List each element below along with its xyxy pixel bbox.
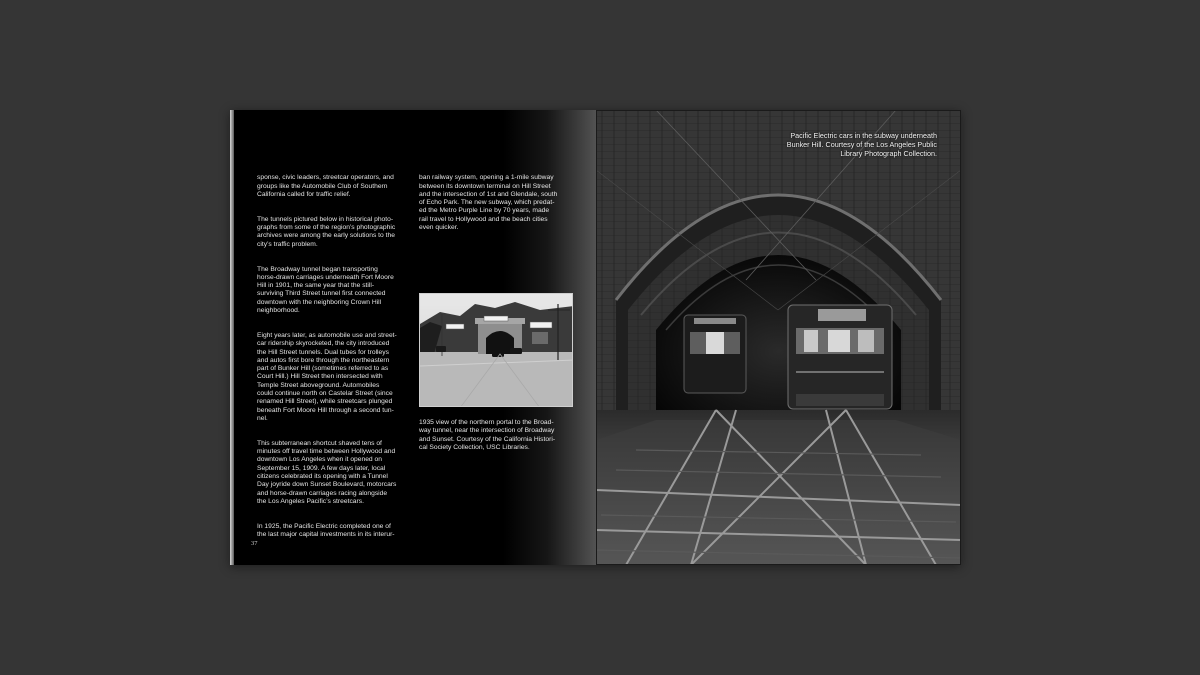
paragraph: The Broadway tunnel began transporting horse-drawn carriages underneath Fort Moore Hill in 1901, the same year that the still- surviving Third Street tunnel first connected downtown with the neighboring Crown Hill neighborhood. xyxy=(257,265,394,315)
streetcar-left xyxy=(684,315,746,393)
paragraph: In 1925, the Pacific Electric completed one of the last major capital investments in its interur- xyxy=(257,522,395,539)
paragraph: ban railway system, opening a 1-mile subway between its downtown terminal on Hill Street and the intersection of 1st and Glendale, south of Echo Park. The new subway, which predat- ed the Metro Purple Line by 70 years, made rail travel to Hollywood and the beach cities even quicker. xyxy=(419,174,558,232)
subway-photo-caption: Pacific Electric cars in the subway underneath Bunker Hill. Courtesy of the Los Angeles Public Library Photograph Collection. xyxy=(786,131,937,158)
paragraph: sponse, civic leaders, streetcar operators, and groups like the Automobile Club of Southern California called for traffic relief. xyxy=(257,174,394,198)
right-page xyxy=(596,110,961,565)
broadway-tunnel-photo xyxy=(419,293,573,407)
paragraph: Eight years later, as automobile use and street- car ridership skyrocketed, the city introduced the Hill Street tunnels. Dual tubes for trolleys and autos first bore through the northeastern part of Bunker Hill (sometimes referred to as Court Hill.) Hill Street then intersected with Temple Street aboveground. Automobiles could continue north on Castelar Street (since renamed Hill Street), while streetcars plunged beneath Fort Moore Hill through a second tun- nel. xyxy=(257,331,397,422)
streetcar-right xyxy=(788,305,892,409)
paragraph: The tunnels pictured below in historical photo- graphs from some of the region’s photographic archives were among the early solutions to the city’s traffic problem. xyxy=(257,215,396,248)
text-column-1 xyxy=(257,166,413,556)
text-column-2 xyxy=(419,166,575,249)
left-page xyxy=(234,110,598,565)
broadway-tunnel-photo-image xyxy=(420,294,573,407)
broadway-tunnel-caption: 1935 view of the northern portal to the Broad- way tunnel, near the intersection of Broadway and Sunset. Courtesy of the California Histori- cal Society Collection, USC Libraries. xyxy=(419,419,556,451)
subway-tunnel-photo xyxy=(596,110,961,565)
paragraph: This subterranean shortcut shaved tens of minutes off travel time between Hollywood and downtown Los Angeles when it opened on September 15, 1909. A few days later, local citizens celebrated its opening with a Tunnel Day joyride down Sunset Boulevard, motorcars and horse-drawn carriages racing alongside the Los Angeles Pacific’s streetcars. xyxy=(257,439,397,505)
page-number: 37 xyxy=(251,540,258,547)
book-spread xyxy=(230,110,961,565)
